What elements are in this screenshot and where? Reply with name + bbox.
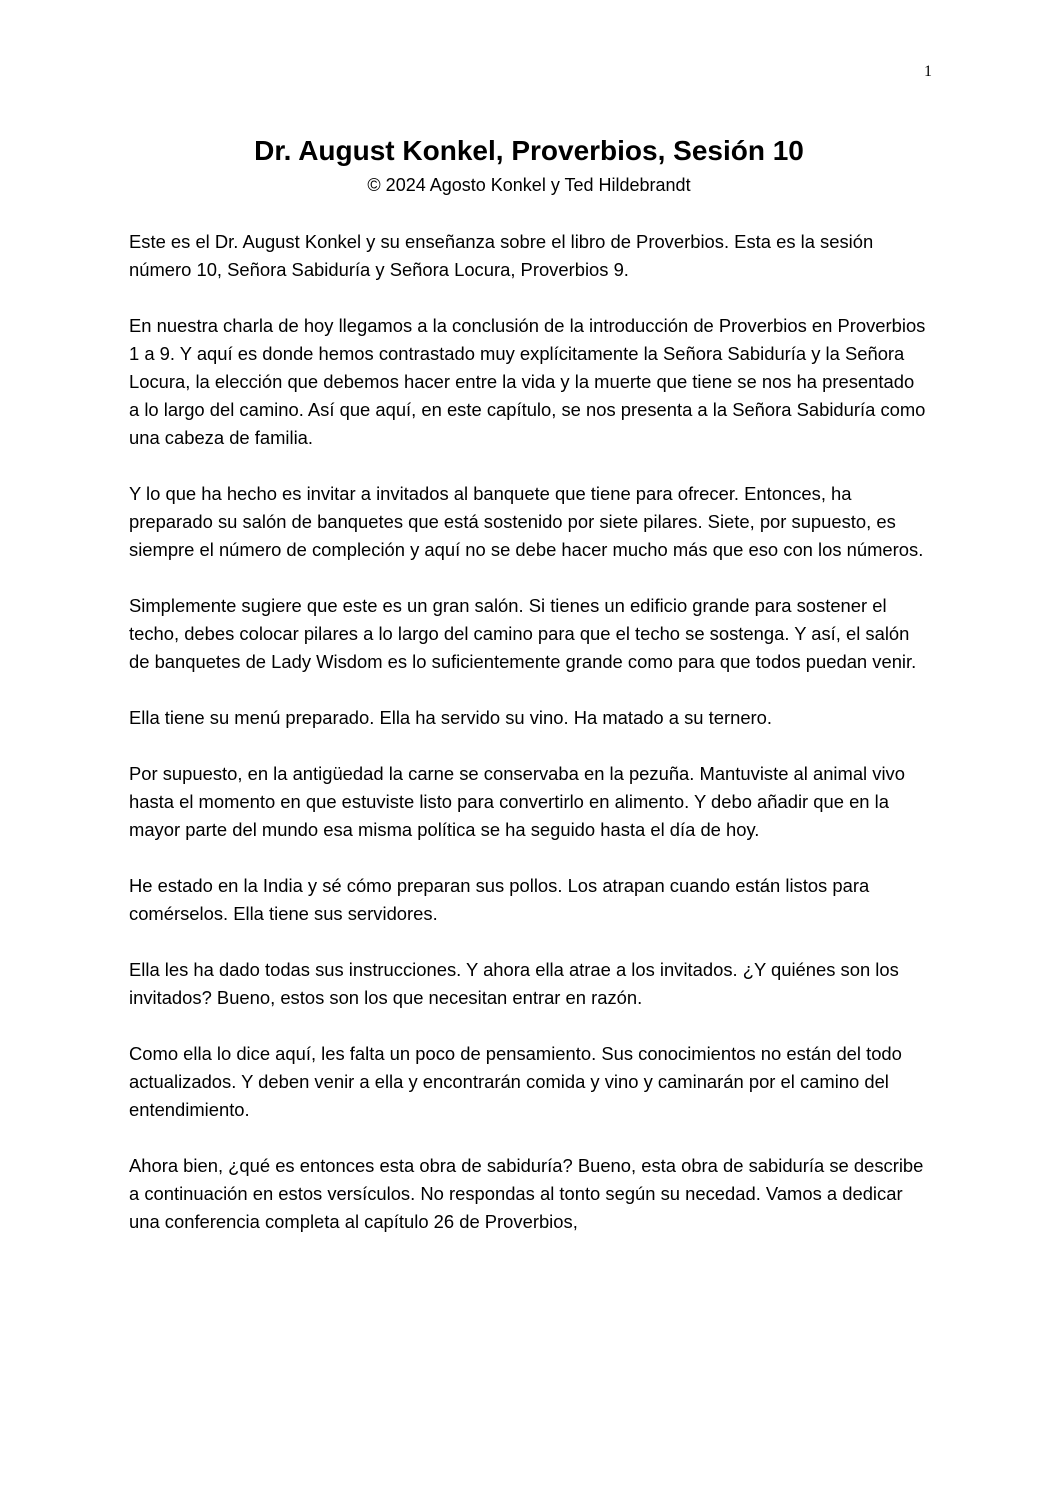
- paragraph: Simplemente sugiere que este es un gran salón. Si tienes un edificio grande para sostener el techo, debes colocar pilares a lo largo del camino para que el techo se sostenga. Y así, el salón de banquetes de Lady Wisdom es lo suficientemente grande como para que todos puedan venir.: [129, 595, 917, 672]
- paragraph: En nuestra charla de hoy llegamos a la conclusión de la introducción de Proverbios en Proverbios 1 a 9. Y aquí es donde hemos contrastado muy explícitamente la Señora Sabiduría y la Señora Locura, la elección que debemos hacer entre la vida y la muerte que tiene se nos ha presentado a lo largo del camino. Así que aquí, en este capítulo, se nos presenta a la Señora Sabiduría como una cabeza de familia.: [129, 315, 926, 448]
- paragraph: He estado en la India y sé cómo preparan sus pollos. Los atrapan cuando están listos para comérselos. Ella tiene sus servidores.: [129, 875, 870, 924]
- paragraph: Y lo que ha hecho es invitar a invitados al banquete que tiene para ofrecer. Entonces, ha preparado su salón de banquetes que está sostenido por siete pilares. Siete, por supuesto, es siempre el número de compleción y aquí no se debe hacer mucho más que eso con los números.: [129, 483, 924, 560]
- document-body: [129, 228, 929, 1264]
- document-title: Dr. August Konkel, Proverbios, Sesión 10: [254, 135, 804, 166]
- document-copyright: © 2024 Agosto Konkel y Ted Hildebrandt: [367, 175, 691, 195]
- paragraph: Ahora bien, ¿qué es entonces esta obra de sabiduría? Bueno, esta obra de sabiduría se describe a continuación en estos versículos. No respondas al tonto según su necedad. Vamos a dedicar una conferencia completa al capítulo 26 de Proverbios,: [129, 1155, 924, 1232]
- paragraph: Por supuesto, en la antigüedad la carne se conservaba en la pezuña. Mantuviste al animal vivo hasta el momento en que estuviste listo para convertirlo en alimento. Y debo añadir que en la mayor parte del mundo esa misma política se ha seguido hasta el día de hoy.: [129, 763, 905, 840]
- paragraph: Este es el Dr. August Konkel y su enseñanza sobre el libro de Proverbios. Esta es la sesión número 10, Señora Sabiduría y Señora Locura, Proverbios 9.: [129, 231, 874, 280]
- paragraph: Ella les ha dado todas sus instrucciones. Y ahora ella atrae a los invitados. ¿Y quiénes son los invitados? Bueno, estos son los que necesitan entrar en razón.: [129, 959, 899, 1008]
- paragraph: Ella tiene su menú preparado. Ella ha servido su vino. Ha matado a su ternero.: [129, 707, 773, 728]
- paragraph: Como ella lo dice aquí, les falta un poco de pensamiento. Sus conocimientos no están del todo actualizados. Y deben venir a ella y encontrarán comida y vino y caminarán por el camino del entendimiento.: [129, 1043, 902, 1120]
- page-number: 1: [924, 63, 932, 80]
